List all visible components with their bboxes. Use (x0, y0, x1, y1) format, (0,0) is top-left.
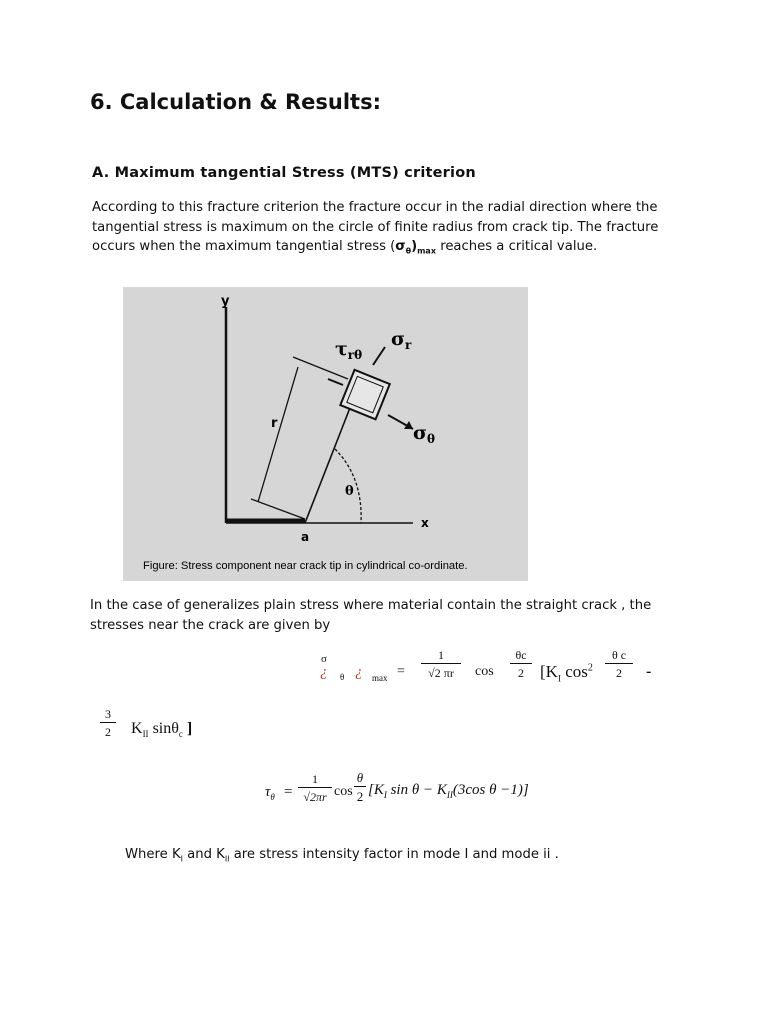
tau-label: $\tau_{r\theta}$ (335, 338, 363, 362)
stress-paragraph: In the case of generalizes plain stress where material contain the straight crack , the stresses near the crack are given by (90, 598, 652, 633)
sigma-theta-label: $\sigma_\theta$ (413, 422, 436, 446)
y-axis-label: y (221, 294, 230, 309)
crack-tip-figure (123, 287, 528, 581)
where-statement: Where $K_I$ and $K_{II}$ are stress intensity factor in mode I and mode ii . (125, 847, 559, 864)
figure-caption: Figure: Stress component near crack tip in cylindrical co-ordinate. (143, 560, 468, 572)
equation-tau: $\tau_\theta$ = $\frac{1}{√2\pi r}$ cos $\frac{\theta}{2}$ [$K_I$ $\sin \theta - K_{II}(3\cos$ θ −1)] (265, 770, 529, 804)
section-heading: 6. Calculation & Results: (90, 90, 381, 114)
subsection-heading: A. Maximum tangential Stress (MTS) criterion (92, 165, 476, 181)
sigma-r-label: $\sigma_r$ (391, 328, 412, 352)
r-label: r (271, 416, 278, 431)
theta-label: θ (345, 484, 354, 499)
a-label: a (301, 530, 310, 544)
intro-paragraph: According to this fracture criterion the fracture occur in the radial direction where the tangential stress is maximum on the circle of finite radius from crack tip. The fracture occurs when the maximum tangential stress $(\sigma_\theta)_{max}$ reaches a critical value. (92, 200, 659, 256)
stress-diagram (123, 287, 528, 581)
x-axis-label: x (421, 516, 429, 530)
equation-sigma-max: σ ¿ θ ¿ max = $\frac{1}{√2 \pi r}$ cos $\frac{\theta c}{2}$ [$K_I$ $\cos^2$ $\frac{\text{θ c}}{2}$ - $\frac{3}{2}$ $K_{II}$ sinθ$_c$ ] (0, 640, 768, 750)
